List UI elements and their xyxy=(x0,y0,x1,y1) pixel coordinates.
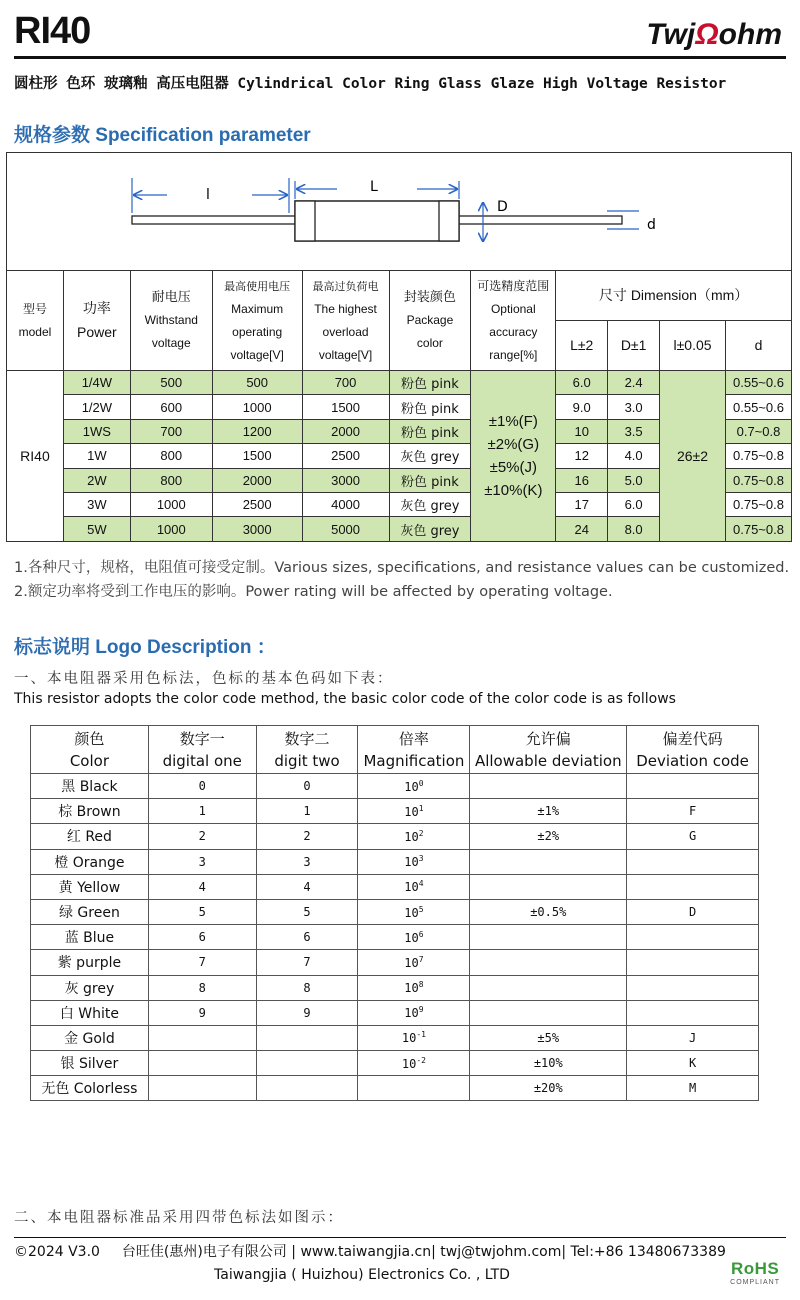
cc-row xyxy=(31,774,759,799)
cc-magnification: $10^1$ xyxy=(358,799,470,824)
logo-heading: 标志说明 Logo Description ： xyxy=(14,637,276,658)
cc-digit-two: 5 xyxy=(256,899,358,924)
rohs-badge xyxy=(730,1259,780,1286)
power-cell: 1/2W xyxy=(63,395,130,419)
cc-deviation: ±5% xyxy=(470,1025,627,1050)
overload-cell: 1500 xyxy=(302,395,389,419)
cc-header-2: 数字二 digit two xyxy=(256,726,358,774)
footer-line-1 xyxy=(14,1241,726,1261)
cc-color: 灰 grey xyxy=(31,975,149,1000)
cc-deviation-code xyxy=(627,774,759,799)
cc-color: 绿 Green xyxy=(31,899,149,924)
rohs-sub: COMPLIANT xyxy=(730,1279,780,1286)
cc-digit-two: 1 xyxy=(256,799,358,824)
col-D: D±1 xyxy=(608,321,660,371)
withstand-cell: 800 xyxy=(130,468,212,492)
cc-deviation xyxy=(470,874,627,899)
d-cell: 0.75~0.8 xyxy=(725,492,791,516)
cc-digit-one: 8 xyxy=(148,975,256,1000)
cc-color: 白 White xyxy=(31,1000,149,1025)
overload-cell: 4000 xyxy=(302,492,389,516)
four-band-note: 二、本电阻器标准品采用四带色标法如图示： xyxy=(14,1210,344,1226)
cc-deviation: ±20% xyxy=(470,1076,627,1101)
package-color-cell: 粉色 pink xyxy=(389,468,471,492)
accuracy-value: ±10%(K) xyxy=(484,481,543,499)
cc-digit-one: 0 xyxy=(148,774,256,799)
power-cell: 1WS xyxy=(63,419,130,443)
cc-deviation: ±0.5% xyxy=(470,899,627,924)
col-overload: 最高过负荷电 The highest overload voltage[V] xyxy=(302,271,389,371)
max-voltage-cell: 3000 xyxy=(212,517,302,541)
overload-cell: 5000 xyxy=(302,517,389,541)
cc-row xyxy=(31,874,759,899)
cc-deviation xyxy=(470,925,627,950)
cc-deviation-code: G xyxy=(627,824,759,849)
L-cell: 10 xyxy=(556,419,608,443)
cc-digit-two: 9 xyxy=(256,1000,358,1025)
l-cell: 26±2 xyxy=(660,371,726,542)
cc-magnification: $10^3$ xyxy=(358,849,470,874)
label-D: D xyxy=(497,199,508,215)
d-cell: 0.75~0.8 xyxy=(725,444,791,468)
label-d: d xyxy=(647,217,656,233)
power-cell: 5W xyxy=(63,517,130,541)
cc-deviation-code: M xyxy=(627,1076,759,1101)
package-color-cell: 灰色 grey xyxy=(389,517,471,541)
max-voltage-cell: 2500 xyxy=(212,492,302,516)
cc-deviation xyxy=(470,1000,627,1025)
cc-deviation-code xyxy=(627,925,759,950)
overload-cell: 700 xyxy=(302,371,389,395)
cc-row xyxy=(31,849,759,874)
cc-digit-two: 0 xyxy=(256,774,358,799)
cc-color: 黑 Black xyxy=(31,774,149,799)
power-cell: 3W xyxy=(63,492,130,516)
footer-version: ©2024 V3.0 xyxy=(14,1244,100,1260)
package-color-cell: 粉色 pink xyxy=(389,419,471,443)
cc-deviation-code: D xyxy=(627,899,759,924)
withstand-cell: 1000 xyxy=(130,517,212,541)
cc-color: 银 Silver xyxy=(31,1051,149,1076)
L-cell: 12 xyxy=(556,444,608,468)
cc-digit-one: 9 xyxy=(148,1000,256,1025)
cc-deviation-code xyxy=(627,975,759,1000)
cc-row xyxy=(31,1076,759,1101)
brand-logo: TwjΩohm xyxy=(646,18,782,51)
cc-row xyxy=(31,799,759,824)
cc-digit-two: 3 xyxy=(256,849,358,874)
cc-digit-one: 4 xyxy=(148,874,256,899)
cc-deviation xyxy=(470,950,627,975)
col-model: 型号 model xyxy=(7,271,64,371)
d-cell: 0.75~0.8 xyxy=(725,517,791,541)
D-cell: 3.5 xyxy=(608,419,660,443)
rohs-label: RoHS xyxy=(730,1259,780,1278)
cc-color: 橙 Orange xyxy=(31,849,149,874)
footer-contact: 台旺佳(惠州)电子有限公司 | www.taiwangjia.cn| twj@twjohm.com| Tel:+86 13480673389 xyxy=(121,1244,726,1260)
cc-digit-two: 6 xyxy=(256,925,358,950)
footer-company-en: Taiwangjia ( Huizhou) Electronics Co. , LTD xyxy=(214,1267,510,1283)
dimension-diagram xyxy=(6,152,792,270)
cc-magnification: $10^9$ xyxy=(358,1000,470,1025)
accuracy-value: ±5%(J) xyxy=(489,458,538,476)
cc-deviation-code xyxy=(627,874,759,899)
overload-cell: 2000 xyxy=(302,419,389,443)
D-cell: 6.0 xyxy=(608,492,660,516)
omega-icon: Ω xyxy=(695,18,719,51)
cc-header-4: 允许偏 Allowable deviation xyxy=(470,726,627,774)
cc-deviation: ±1% xyxy=(470,799,627,824)
cc-magnification: $10^5$ xyxy=(358,899,470,924)
spec-heading: 规格参数 Specification parameter xyxy=(14,125,311,146)
cc-magnification: $10^7$ xyxy=(358,950,470,975)
d-cell: 0.75~0.8 xyxy=(725,468,791,492)
color-intro-zh: 一、本电阻器采用色标法，色标的基本色码如下表： xyxy=(14,671,394,687)
cc-row xyxy=(31,1025,759,1050)
cc-magnification: $10^8$ xyxy=(358,975,470,1000)
package-color-cell: 粉色 pink xyxy=(389,371,471,395)
cc-color: 蓝 Blue xyxy=(31,925,149,950)
col-withstand: 耐电压 Withstand voltage xyxy=(130,271,212,371)
model-title: RI40 xyxy=(14,10,91,52)
cc-row xyxy=(31,1051,759,1076)
D-cell: 3.0 xyxy=(608,395,660,419)
col-L: L±2 xyxy=(556,321,608,371)
cc-digit-one: 1 xyxy=(148,799,256,824)
cc-magnification: $10^6$ xyxy=(358,925,470,950)
model-cell: RI40 xyxy=(7,371,64,542)
power-cell: 1W xyxy=(63,444,130,468)
cc-deviation xyxy=(470,849,627,874)
max-voltage-cell: 1200 xyxy=(212,419,302,443)
cc-digit-one: 6 xyxy=(148,925,256,950)
cc-row xyxy=(31,950,759,975)
cc-color: 棕 Brown xyxy=(31,799,149,824)
cc-digit-two: 7 xyxy=(256,950,358,975)
cc-digit-one xyxy=(148,1076,256,1101)
color-intro-en: This resistor adopts the color code method, the basic color code of the color code is as follows xyxy=(14,691,676,707)
cc-magnification: $10^4$ xyxy=(358,874,470,899)
L-cell: 24 xyxy=(556,517,608,541)
col-power: 功率 Power xyxy=(63,271,130,371)
cc-color: 无色 Colorless xyxy=(31,1076,149,1101)
cc-deviation: ±2% xyxy=(470,824,627,849)
cc-magnification: $10^2$ xyxy=(358,824,470,849)
cc-digit-two xyxy=(256,1051,358,1076)
color-code-table xyxy=(30,725,759,1101)
resistor-drawing xyxy=(7,153,793,271)
cc-digit-two: 8 xyxy=(256,975,358,1000)
col-dimension: 尺寸 Dimension（mm） xyxy=(556,271,792,321)
cc-digit-one: 2 xyxy=(148,824,256,849)
col-d: d xyxy=(725,321,791,371)
label-L: L xyxy=(370,179,378,195)
cc-row xyxy=(31,975,759,1000)
withstand-cell: 800 xyxy=(130,444,212,468)
cc-magnification xyxy=(358,1076,470,1101)
d-cell: 0.7~0.8 xyxy=(725,419,791,443)
cc-deviation xyxy=(470,975,627,1000)
cc-header-5: 偏差代码 Deviation code xyxy=(627,726,759,774)
cc-color: 黄 Yellow xyxy=(31,874,149,899)
cc-row xyxy=(31,824,759,849)
accuracy-value: ±1%(F) xyxy=(488,412,538,430)
D-cell: 4.0 xyxy=(608,444,660,468)
power-cell: 2W xyxy=(63,468,130,492)
cc-deviation-code xyxy=(627,849,759,874)
cc-digit-one: 5 xyxy=(148,899,256,924)
D-cell: 8.0 xyxy=(608,517,660,541)
L-cell: 17 xyxy=(556,492,608,516)
max-voltage-cell: 1500 xyxy=(212,444,302,468)
L-cell: 6.0 xyxy=(556,371,608,395)
title-divider xyxy=(14,56,786,59)
withstand-cell: 600 xyxy=(130,395,212,419)
cc-header-0: 颜色 Color xyxy=(31,726,149,774)
cc-digit-one xyxy=(148,1051,256,1076)
cc-header-1: 数字一 digital one xyxy=(148,726,256,774)
cc-row xyxy=(31,925,759,950)
cc-row xyxy=(31,899,759,924)
note-1: 1.各种尺寸，规格，电阻值可接受定制。Various sizes, specifications, and resistance values can be customized. xyxy=(14,560,790,576)
cc-magnification: $10^0$ xyxy=(358,774,470,799)
cc-magnification: $10^{-2}$ xyxy=(358,1051,470,1076)
col-l: l±0.05 xyxy=(660,321,726,371)
d-cell: 0.55~0.6 xyxy=(725,395,791,419)
footer-divider xyxy=(14,1237,786,1238)
cc-digit-one: 3 xyxy=(148,849,256,874)
cc-color: 紫 purple xyxy=(31,950,149,975)
spec-row xyxy=(7,371,792,395)
L-cell: 16 xyxy=(556,468,608,492)
L-cell: 9.0 xyxy=(556,395,608,419)
col-accuracy: 可选精度范围 Optional accuracy range[%] xyxy=(471,271,556,371)
cc-digit-one xyxy=(148,1025,256,1050)
package-color-cell: 粉色 pink xyxy=(389,395,471,419)
spec-table xyxy=(6,270,792,542)
max-voltage-cell: 500 xyxy=(212,371,302,395)
withstand-cell: 500 xyxy=(130,371,212,395)
product-subtitle: 圆柱形 色环 玻璃釉 高压电阻器 Cylindrical Color Ring Glass Glaze High Voltage Resistor xyxy=(14,76,727,92)
cc-digit-two xyxy=(256,1025,358,1050)
label-l: l xyxy=(206,187,210,203)
max-voltage-cell: 1000 xyxy=(212,395,302,419)
accuracy-value: ±2%(G) xyxy=(487,435,540,453)
col-max-voltage: 最高使用电压 Maximum operating voltage[V] xyxy=(212,271,302,371)
package-color-cell: 灰色 grey xyxy=(389,492,471,516)
cc-color: 金 Gold xyxy=(31,1025,149,1050)
cc-color: 红 Red xyxy=(31,824,149,849)
package-color-cell: 灰色 grey xyxy=(389,444,471,468)
cc-magnification: $10^{-1}$ xyxy=(358,1025,470,1050)
cc-deviation-code xyxy=(627,1000,759,1025)
cc-digit-one: 7 xyxy=(148,950,256,975)
cc-digit-two: 4 xyxy=(256,874,358,899)
col-package: 封装颜色 Package color xyxy=(389,271,471,371)
overload-cell: 2500 xyxy=(302,444,389,468)
power-cell: 1/4W xyxy=(63,371,130,395)
cc-digit-two xyxy=(256,1076,358,1101)
cc-digit-two: 2 xyxy=(256,824,358,849)
cc-deviation-code xyxy=(627,950,759,975)
cc-deviation: ±10% xyxy=(470,1051,627,1076)
D-cell: 5.0 xyxy=(608,468,660,492)
cc-deviation-code: K xyxy=(627,1051,759,1076)
cc-deviation-code: F xyxy=(627,799,759,824)
d-cell: 0.55~0.6 xyxy=(725,371,791,395)
withstand-cell: 1000 xyxy=(130,492,212,516)
cc-row xyxy=(31,1000,759,1025)
accuracy-cell xyxy=(471,371,556,542)
withstand-cell: 700 xyxy=(130,419,212,443)
overload-cell: 3000 xyxy=(302,468,389,492)
cc-header-3: 倍率 Magnification xyxy=(358,726,470,774)
D-cell: 2.4 xyxy=(608,371,660,395)
cc-deviation-code: J xyxy=(627,1025,759,1050)
cc-deviation xyxy=(470,774,627,799)
max-voltage-cell: 2000 xyxy=(212,468,302,492)
note-2: 2.额定功率将受到工作电压的影响。Power rating will be affected by operating voltage. xyxy=(14,584,613,600)
